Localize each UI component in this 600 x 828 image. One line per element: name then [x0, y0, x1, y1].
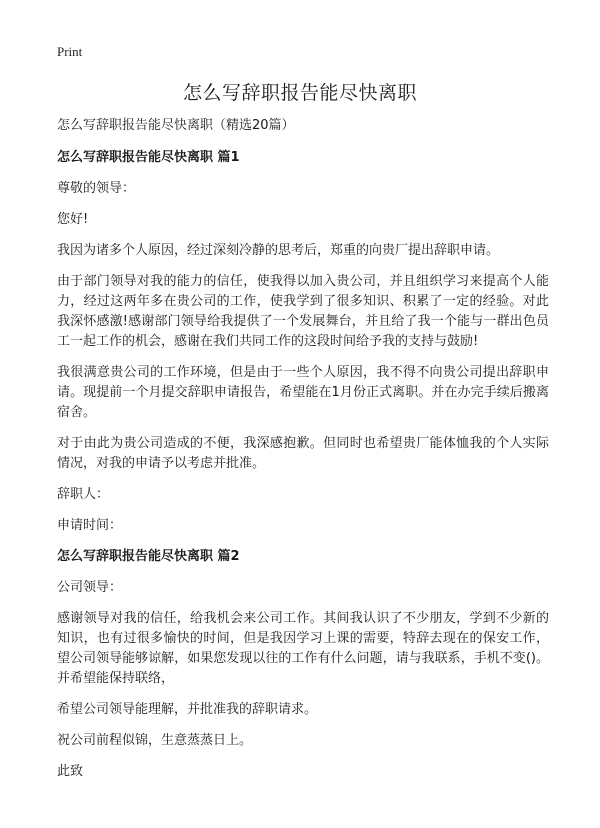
body-paragraph: 由于部门领导对我的能力的信任，使我得以加入贵公司，并且组织学习来提高个人能力，经过这两年多在贵公司的工作，使我学到了很多知识、积累了一定的经验。对此我深怀感激!感谢部门领导给我提供了一个发展舞台，并且给了我一个能与一群出色员工一起工作的机会，感谢在我们共同工作的这段时间给予我的支持与鼓励!: [57, 274, 549, 349]
date-line: 申请时间：: [57, 518, 123, 533]
document-body: [57, 116, 549, 793]
document-subtitle: 怎么写辞职报告能尽快离职（精选20篇）: [57, 118, 295, 133]
body-paragraph: 希望公司领导能理解，并批准我的辞职请求。: [57, 702, 318, 717]
greeting: 您好!: [57, 212, 89, 227]
salutation: 尊敬的领导：: [57, 181, 136, 196]
salutation: 公司领导：: [57, 580, 123, 595]
section-heading-1: 怎么写辞职报告能尽快离职 篇1: [57, 150, 240, 165]
section-heading-2: 怎么写辞职报告能尽快离职 篇2: [57, 549, 240, 564]
body-paragraph: 祝公司前程似锦，生意蒸蒸日上。: [57, 733, 253, 748]
signature-line: 辞职人：: [57, 487, 110, 502]
body-paragraph: 我很满意贵公司的工作环境，但是由于一些个人原因，我不得不向贵公司提出辞职申请。现提前一个月提交辞职申请报告，希望能在1月份正式离职。并在办完手续后搬离宿舍。: [57, 365, 549, 420]
page-title: 怎么写辞职报告能尽快离职: [182, 82, 417, 104]
print-link[interactable]: Print: [57, 44, 83, 59]
body-paragraph: 感谢领导对我的信任，给我机会来公司工作。其间我认识了不少朋友，学到不少新的知识，也有过很多愉快的时间，但是我因学习上课的需要，特辞去现在的保安工作，望公司领导能够谅解，如果您发现以往的工作有什么问题，请与我联系，手机不变()。并希望能保持联络，: [57, 611, 549, 686]
body-paragraph: 我因为诸多个人原因，经过深刻冷静的思考后，郑重的向贵厂提出辞职申请。: [57, 243, 500, 258]
body-paragraph: 对于由此为贵公司造成的不便，我深感抱歉。但同时也希望贵厂能体恤我的个人实际情况，对我的申请予以考虑并批准。: [57, 436, 549, 471]
closing-line: 此致: [57, 764, 84, 779]
